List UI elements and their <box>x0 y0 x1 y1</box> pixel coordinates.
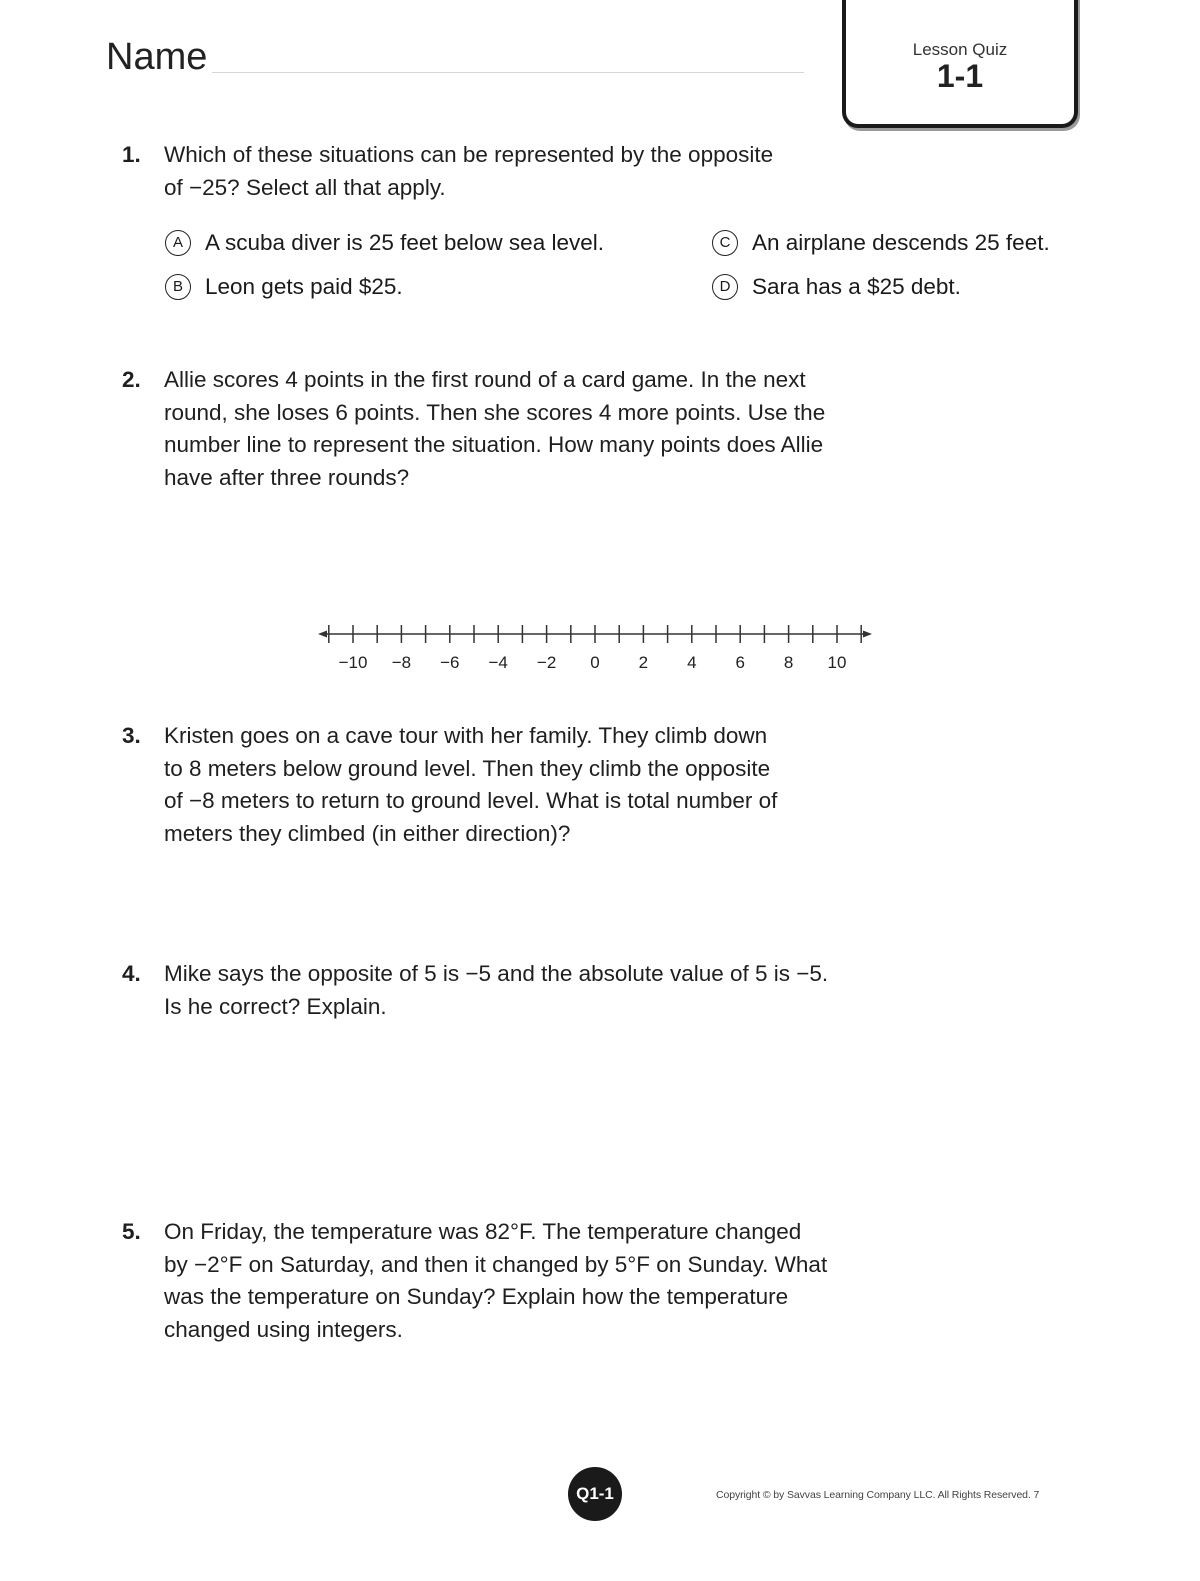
question-5-line: was the temperature on Sunday? Explain how the temperature <box>164 1284 789 1309</box>
choice-d-text: Sara has a $25 debt. <box>752 274 961 299</box>
choice-a[interactable] <box>165 228 604 258</box>
number-line-label: −10 <box>338 653 368 672</box>
question-3-line: of −8 meters to return to ground level. What is total number of <box>164 788 778 813</box>
number-line-label: −4 <box>488 653 508 672</box>
name-line[interactable] <box>212 72 804 73</box>
choice-a-text: A scuba diver is 25 feet below sea level. <box>205 230 604 255</box>
question-3-line: meters they climbed (in either direction)? <box>164 820 571 846</box>
question-2-line: number line to represent the situation. How many points does Allie <box>164 432 824 457</box>
question-5-text <box>164 1216 912 1346</box>
question-2-number: 2. <box>122 367 141 392</box>
number-line-label: −6 <box>440 653 460 672</box>
number-line-label: 10 <box>827 653 847 672</box>
number-line-left-arrow <box>318 631 327 638</box>
question-5-line: On Friday, the temperature was 82°F. The temperature changed <box>164 1219 802 1244</box>
number-line-label: 8 <box>783 653 794 672</box>
number-line-label: 4 <box>687 653 697 672</box>
question-3-line: Kristen goes on a cave tour with her family. They climb down <box>164 723 768 748</box>
copyright-text: Copyright © by Savvas Learning Company LLC. All Rights Reserved. 7 <box>716 1489 1040 1501</box>
name-label: Name <box>106 36 208 78</box>
question-2-line: Allie scores 4 points in the first round of a card game. In the next <box>164 367 806 392</box>
question-1-text <box>164 139 912 204</box>
question-2-line: have after three rounds? <box>164 464 410 490</box>
question-5-line: changed using integers. <box>164 1316 403 1342</box>
choice-d-bubble[interactable]: D <box>712 274 738 300</box>
choice-d[interactable] <box>712 272 961 302</box>
page-number-badge: Q1-1 <box>568 1467 622 1521</box>
choice-c-text: An airplane descends 25 feet. <box>752 230 1050 255</box>
question-4-text <box>164 958 912 1023</box>
lesson-quiz-label: Lesson Quiz <box>912 40 1008 59</box>
question-5-number: 5. <box>122 1219 141 1244</box>
question-1-line: of −25? Select all that apply. <box>164 174 446 200</box>
lesson-quiz-number: 1-1 <box>936 58 984 94</box>
number-line-label: −2 <box>536 653 557 672</box>
number-line[interactable] <box>310 612 880 682</box>
question-2-text <box>164 364 912 494</box>
choice-b-text: Leon gets paid $25. <box>205 274 403 299</box>
number-line-label: 6 <box>735 653 745 672</box>
choice-b[interactable] <box>165 272 403 302</box>
question-5-line: by −2°F on Saturday, and then it changed by 5°F on Sunday. What <box>164 1251 828 1277</box>
number-line-label: 2 <box>638 653 649 672</box>
question-3-text <box>164 720 912 850</box>
choice-b-bubble[interactable]: B <box>165 274 191 300</box>
question-3-line: to 8 meters below ground level. Then they climb the opposite <box>164 755 771 781</box>
question-4-number: 4. <box>122 961 141 986</box>
question-1-number: 1. <box>122 142 141 167</box>
question-2-line: round, she loses 6 points. Then she scores 4 more points. Use the <box>164 399 826 425</box>
question-3-number: 3. <box>122 723 141 748</box>
number-line-right-arrow <box>863 631 872 638</box>
choice-a-bubble[interactable]: A <box>165 230 191 256</box>
number-line-label: −8 <box>391 653 412 672</box>
choice-c-bubble[interactable]: C <box>712 230 738 256</box>
question-1-line: Which of these situations can be represented by the opposite <box>164 142 774 167</box>
number-line-label: 0 <box>590 653 600 672</box>
question-4-line: Is he correct? Explain. <box>164 993 387 1019</box>
choice-c[interactable] <box>712 228 1050 258</box>
lesson-quiz-box <box>842 0 1078 128</box>
question-4-line: Mike says the opposite of 5 is −5 and the absolute value of 5 is −5. <box>164 961 829 986</box>
